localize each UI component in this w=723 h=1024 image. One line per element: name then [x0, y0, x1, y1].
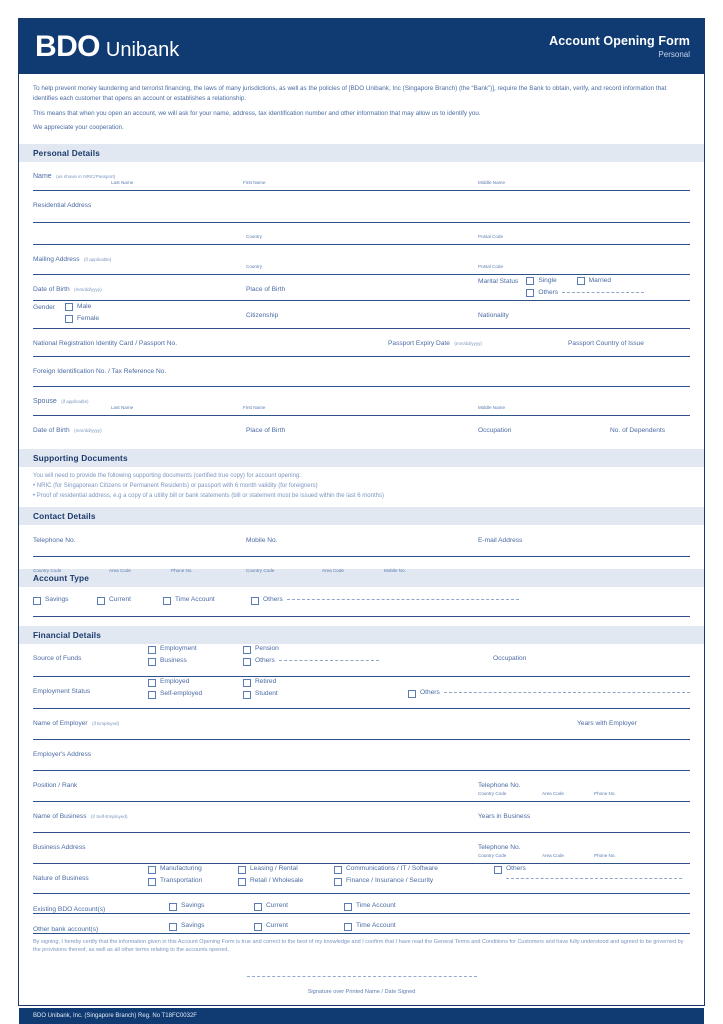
residential-postal-code-label: Postal Code: [478, 234, 504, 239]
intro-paragraph-1: To help prevent money laundering and terrorist financing, the laws of many jurisdictions, as well as the policies of [BDO Unibank, Inc (Singapore Branch) (the “Bank”)], require the Bank to obtain, verify, and record information that identifies each customer that opens an account or establishes a relationship.: [33, 85, 667, 102]
mailing-address-label: Mailing Address: [33, 256, 80, 263]
dob-marital-row[interactable]: [33, 275, 690, 301]
spouse-place-of-birth-label: Place of Birth: [246, 427, 286, 434]
sof-pension-label: Pension: [255, 645, 279, 653]
checkbox-icon[interactable]: [163, 597, 171, 605]
foreign-id-row[interactable]: [33, 357, 690, 387]
checkbox-icon[interactable]: [243, 679, 251, 687]
account-type-savings-label: Savings: [45, 596, 69, 604]
supporting-item-1-text: Proof of residential address, e.g a copy of a utility bill or bank statements (bill or statement must be issued within the last 6 months): [36, 492, 384, 499]
residential-address-label: Residential Address: [33, 202, 92, 209]
section-header-supporting-documents: Supporting Documents: [19, 449, 704, 467]
checkbox-icon[interactable]: [148, 866, 156, 874]
declaration-text: By signing, I hereby certify that the information given in this Account Opening Form is true and correct to the best of my knowledge and I confirm that I have read the General Terms and Conditions for Customers and have fully understood and agreed to be governed by the provisions thereof, as well as all other terms relating to the accounts opened.: [33, 938, 684, 954]
checkbox-icon[interactable]: [169, 903, 177, 911]
nob-manufacturing-option[interactable]: [148, 866, 238, 874]
checkbox-icon[interactable]: [344, 903, 352, 911]
mob-mobile-no-label: Mobile No.: [384, 567, 406, 573]
emp-others-label: Others: [420, 689, 440, 697]
sof-others-option[interactable]: [243, 658, 493, 666]
page-title: Account Opening Form: [549, 34, 690, 48]
nob-finance-option[interactable]: [334, 878, 494, 886]
marital-others-input[interactable]: [562, 292, 644, 293]
mailing-address-row[interactable]: [33, 245, 690, 275]
name-of-business-hint: (if Self-Employed): [90, 813, 128, 819]
existing-bdo-accounts-row[interactable]: [33, 894, 690, 914]
form-header: [19, 19, 704, 74]
tel-phone-no-label: Phone No.: [171, 567, 193, 573]
last-name-label: Last Name: [111, 180, 134, 185]
emp-others-option[interactable]: [408, 690, 690, 698]
sof-business-option[interactable]: [148, 658, 243, 666]
sof-others-label: Others: [255, 657, 275, 665]
business-address-row[interactable]: [33, 833, 690, 864]
mob-area-code-label: Area Code: [322, 567, 344, 573]
mob-country-code-label: Country Code: [246, 567, 275, 573]
nob-manufacturing-label: Manufacturing: [160, 865, 202, 873]
other-time-label: Time Account: [356, 922, 396, 930]
spouse-hint: (if applicable): [61, 399, 89, 404]
email-label: E-mail Address: [478, 536, 523, 544]
emp-retired-option[interactable]: [243, 679, 408, 687]
signature-line[interactable]: [247, 976, 477, 998]
checkbox-icon[interactable]: [526, 277, 534, 285]
account-type-others-label: Others: [263, 596, 283, 604]
nric-passport-row[interactable]: [33, 329, 690, 357]
foreign-id-label: Foreign Identification No. / Tax Reference No.: [33, 368, 167, 375]
nationality-label: Nationality: [478, 312, 509, 319]
checkbox-icon[interactable]: [148, 691, 156, 699]
signature-block[interactable]: [19, 955, 704, 998]
account-type-others-input[interactable]: [287, 599, 519, 600]
spouse-label: Spouse: [33, 398, 57, 405]
intro-paragraph-3: We appreciate your cooperation.: [33, 124, 124, 132]
supporting-item-0-text: NRIC (for Singaporean Citizens or Permanent Residents) or passport with 6 month validity (for foreigners): [36, 482, 318, 489]
existing-current-label: Current: [266, 902, 288, 910]
checkbox-icon[interactable]: [238, 866, 246, 874]
position-rank-label: Position / Rank: [33, 781, 78, 789]
sof-pension-option[interactable]: [243, 646, 493, 654]
tel1-country-code-label: Country Code: [478, 790, 507, 796]
form-footer: BDO Unibank, Inc. (Singapore Branch) Reg. No T18FC0032F: [19, 1008, 704, 1024]
contact-sublabels-row: [33, 557, 690, 573]
tel1-area-code-label: Area Code: [542, 790, 564, 796]
employers-address-row[interactable]: [33, 740, 690, 771]
section-header-personal-details: Personal Details: [19, 144, 704, 162]
contact-fields-row[interactable]: [33, 525, 690, 557]
checkbox-icon[interactable]: [254, 923, 262, 931]
checkbox-icon[interactable]: [65, 303, 73, 311]
residential-address-country-row[interactable]: [33, 223, 690, 245]
sof-business-label: Business: [160, 657, 187, 665]
checkbox-icon[interactable]: [33, 597, 41, 605]
mobile-label: Mobile No.: [246, 536, 278, 544]
passport-expiry-hint: (mm/dd/yyyy): [454, 341, 482, 346]
residential-address-row[interactable]: [33, 191, 690, 223]
place-of-birth-label: Place of Birth: [246, 286, 286, 293]
nob-communications-option[interactable]: [334, 866, 494, 874]
account-type-current-label: Current: [109, 596, 131, 604]
existing-savings-label: Savings: [181, 902, 205, 910]
name-of-business-row[interactable]: [33, 802, 690, 833]
spouse-first-name-label: First Name: [243, 405, 266, 410]
intro-paragraph-2: This means that when you open an account, we will ask for your name, address, tax identification number and other information that may allow us to identify you.: [33, 109, 481, 117]
sof-employment-label: Employment: [160, 645, 197, 653]
nob-finance-label: Finance / Insurance / Security: [346, 877, 434, 885]
other-savings-label: Savings: [181, 922, 205, 930]
logo-bdo-text: BDO: [35, 29, 100, 63]
existing-time-label: Time Account: [356, 902, 396, 910]
telephone-label: Telephone No.: [33, 536, 76, 544]
nob-others-label: Others: [506, 865, 526, 873]
form-sheet: [18, 18, 705, 1020]
nob-others-input[interactable]: [506, 878, 682, 879]
nob-communications-label: Communications / IT / Software: [346, 865, 438, 873]
passport-country-label: Passport Country of Issue: [568, 340, 644, 347]
contact-details-zone: [19, 525, 704, 573]
checkbox-icon[interactable]: [243, 658, 251, 666]
tel-country-code-label: Country Code: [33, 567, 62, 573]
marital-status-label: Marital Status: [478, 278, 519, 285]
gender-female-option[interactable]: [65, 315, 99, 323]
gender-male-label: Male: [77, 302, 92, 310]
intro-text: [19, 74, 704, 144]
form-body: [19, 74, 704, 1008]
spouse-dob-label: Date of Birth: [33, 427, 70, 434]
account-type-zone: [19, 587, 704, 626]
mailing-postal-code-label: Postal Code: [478, 264, 504, 269]
dependents-label: No. of Dependents: [610, 427, 665, 434]
marital-single-option[interactable]: [526, 277, 556, 285]
nob-leasing-label: Leasing / Rental: [250, 865, 298, 873]
declaration-block: [33, 934, 690, 956]
tel2-area-code-label: Area Code: [542, 852, 564, 858]
emp-employed-label: Employed: [160, 678, 190, 686]
checkbox-icon[interactable]: [148, 679, 156, 687]
nob-others-option[interactable]: [494, 866, 690, 874]
signature-caption: Signature over Printed Name / Date Signed: [307, 989, 416, 996]
name-fields-row[interactable]: [33, 175, 690, 191]
years-in-business-label: Years in Business: [478, 812, 531, 820]
account-type-row[interactable]: [33, 587, 690, 617]
section-header-financial-details: Financial Details: [19, 626, 704, 644]
page-subtitle: Personal: [658, 50, 690, 59]
checkbox-icon[interactable]: [334, 866, 342, 874]
financial-details-zone: [19, 644, 704, 956]
name-of-employer-row[interactable]: [33, 709, 690, 740]
emp-others-input[interactable]: [444, 692, 690, 693]
gender-citizenship-row[interactable]: [33, 301, 690, 329]
checkbox-icon[interactable]: [251, 597, 259, 605]
account-type-current-option[interactable]: [97, 597, 163, 605]
other-current-label: Current: [266, 922, 288, 930]
checkbox-icon[interactable]: [169, 923, 177, 931]
existing-bdo-accounts-label: Existing BDO Account(s): [33, 905, 106, 913]
nob-transportation-option[interactable]: [148, 878, 238, 886]
gender-label: Gender: [33, 304, 55, 311]
emp-employed-option[interactable]: [148, 679, 243, 687]
mailing-address-hint: (if applicable): [84, 257, 112, 262]
marital-single-label: Single: [538, 276, 557, 284]
checkbox-icon[interactable]: [334, 878, 342, 886]
section-header-account-type: Account Type: [19, 569, 704, 587]
nature-of-business-row[interactable]: [33, 864, 690, 894]
source-of-funds-label: Source of Funds: [33, 654, 82, 662]
marital-others-option[interactable]: [526, 289, 644, 297]
account-type-savings-option[interactable]: [33, 597, 97, 605]
employers-address-label: Employer's Address: [33, 750, 92, 758]
nric-passport-label: National Registration Identity Card / Passport No.: [33, 340, 178, 347]
checkbox-icon[interactable]: [243, 646, 251, 654]
supporting-lead: You will need to provide the following supporting documents (certified true copy) for account opening:: [33, 473, 301, 479]
checkbox-icon[interactable]: [97, 597, 105, 605]
first-name-label: First Name: [243, 180, 266, 185]
gender-male-option[interactable]: [65, 303, 99, 311]
marital-married-label: Married: [588, 276, 612, 284]
tel2-phone-no-label: Phone No.: [594, 852, 616, 858]
spouse-dob-hint: (mm/dd/yyyy): [74, 428, 102, 433]
emp-student-label: Student: [255, 690, 278, 698]
name-label: Name: [33, 173, 52, 180]
date-of-birth-hint: (mm/dd/yyyy): [74, 287, 102, 292]
emp-self-employed-label: Self-employed: [160, 690, 203, 698]
citizenship-label: Citizenship: [246, 312, 279, 319]
account-type-time-option[interactable]: [163, 597, 251, 605]
account-type-time-label: Time Account: [175, 596, 215, 604]
business-address-label: Business Address: [33, 843, 86, 851]
sof-employment-option[interactable]: [148, 646, 243, 654]
residential-country-label: Country: [246, 234, 263, 239]
position-rank-row[interactable]: [33, 771, 690, 802]
spouse-dob-row[interactable]: [33, 416, 690, 438]
financial-occupation-label: Occupation: [493, 654, 527, 662]
tel1-phone-no-label: Phone No.: [594, 790, 616, 796]
supporting-item-0: • NRIC (for Singaporean Citizens or Permanent Residents) or passport with 6 month validity (for foreigners): [33, 482, 318, 489]
emp-retired-label: Retired: [255, 678, 277, 686]
business-telephone-label: Telephone No.: [478, 843, 521, 851]
mailing-country-label: Country: [246, 264, 263, 269]
bdo-unibank-logo: [35, 29, 180, 63]
checkbox-icon[interactable]: [148, 658, 156, 666]
date-of-birth-label: Date of Birth: [33, 286, 70, 293]
spouse-middle-name-label: Middle Name: [478, 405, 506, 410]
checkbox-icon[interactable]: [408, 690, 416, 698]
emp-self-employed-option[interactable]: [148, 691, 243, 699]
source-of-funds-row[interactable]: [33, 644, 690, 677]
name-of-employer-hint: (if Employed): [92, 720, 120, 726]
spouse-last-name-label: Last Name: [111, 405, 134, 410]
other-bank-accounts-row[interactable]: [33, 914, 690, 934]
account-type-others-option[interactable]: [251, 597, 690, 605]
checkbox-icon[interactable]: [254, 903, 262, 911]
tel-area-code-label: Area Code: [109, 567, 131, 573]
employment-status-row[interactable]: [33, 677, 690, 709]
nob-retail-label: Retail / Wholesale: [250, 877, 304, 885]
checkbox-icon[interactable]: [148, 646, 156, 654]
name-of-business-label: Name of Business: [33, 812, 87, 820]
gender-female-label: Female: [77, 314, 99, 322]
other-bank-accounts-label: Other bank account(s): [33, 925, 99, 933]
spouse-occupation-label: Occupation: [478, 427, 512, 434]
supporting-documents-zone: [19, 467, 704, 507]
checkbox-icon[interactable]: [243, 691, 251, 699]
personal-details-zone: [19, 162, 704, 449]
spouse-name-row[interactable]: [33, 400, 690, 416]
passport-expiry-label: Passport Expiry Date: [388, 340, 450, 347]
checkbox-icon[interactable]: [526, 289, 534, 297]
section-header-contact-details: Contact Details: [19, 507, 704, 525]
nob-leasing-option[interactable]: [238, 866, 334, 874]
nature-of-business-label: Nature of Business: [33, 874, 89, 882]
marital-others-label: Others: [538, 288, 559, 296]
supporting-item-1: • Proof of residential address, e.g a copy of a utility bill or bank statements (bill or statement must be issued within the last 6 months): [33, 492, 384, 499]
sof-others-input[interactable]: [279, 660, 379, 661]
checkbox-icon[interactable]: [238, 878, 246, 886]
checkbox-icon[interactable]: [344, 923, 352, 931]
nob-transportation-label: Transportation: [160, 877, 203, 885]
employment-status-label: Employment Status: [33, 687, 91, 695]
middle-name-label: Middle Name: [478, 180, 506, 185]
name-hint: (as shown in NRIC/Passport): [56, 174, 116, 179]
name-of-employer-label: Name of Employer: [33, 719, 88, 727]
checkbox-icon[interactable]: [577, 277, 585, 285]
position-telephone-label: Telephone No.: [478, 781, 521, 789]
logo-unibank-text: Unibank: [105, 38, 180, 61]
checkbox-icon[interactable]: [494, 866, 502, 874]
checkbox-icon[interactable]: [65, 315, 73, 323]
header-title-block: [549, 34, 690, 59]
marital-married-option[interactable]: [577, 277, 611, 285]
checkbox-icon[interactable]: [148, 878, 156, 886]
nob-retail-option[interactable]: [238, 878, 334, 886]
emp-student-option[interactable]: [243, 691, 408, 699]
tel2-country-code-label: Country Code: [478, 852, 507, 858]
years-with-employer-label: Years with Employer: [577, 719, 637, 727]
